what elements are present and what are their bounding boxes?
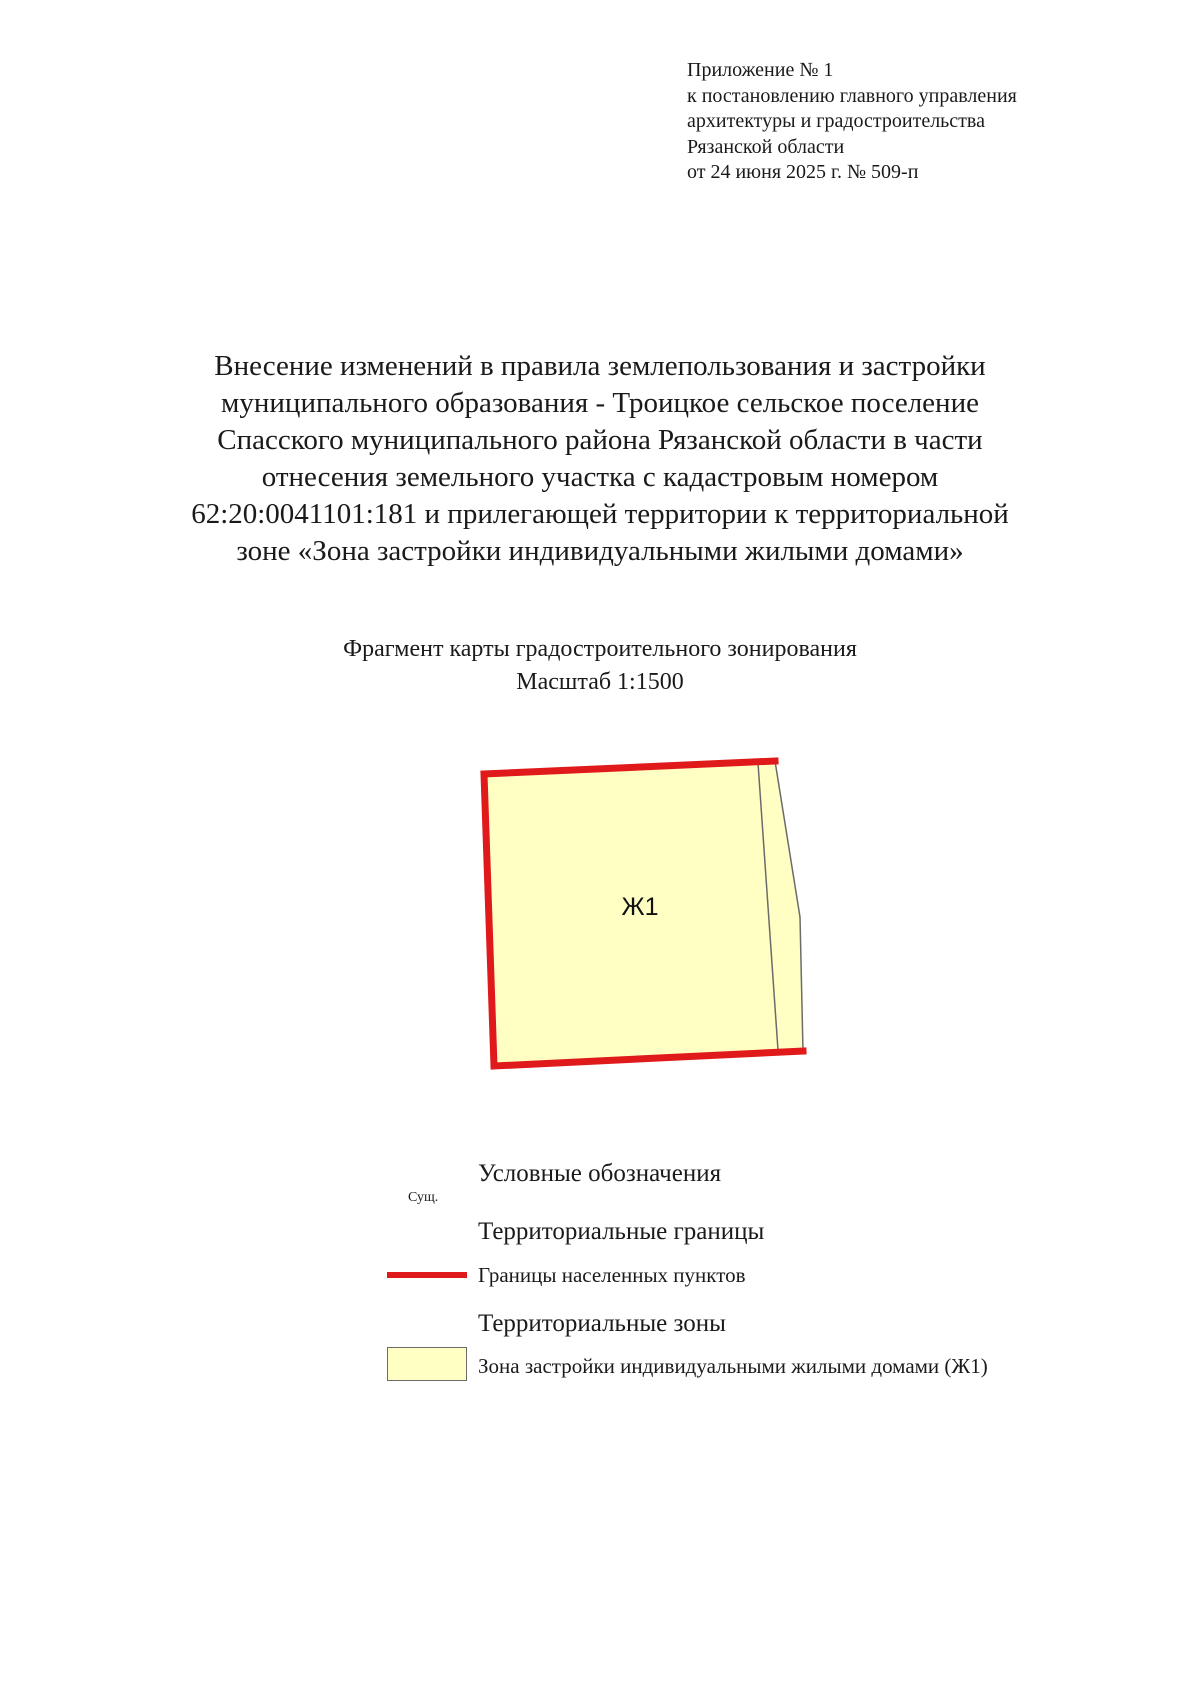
legend-red-line-swatch bbox=[387, 1272, 467, 1278]
title-line: 62:20:0041101:181 и прилегающей территории к территориальной bbox=[191, 498, 1009, 530]
appendix-line: архитектуры и градостроительства bbox=[687, 110, 985, 132]
title-line: зоне «Зона застройки индивидуальными жилыми домами» bbox=[236, 535, 964, 567]
legend-item-residential-zone: Зона застройки индивидуальными жилыми домами (Ж1) bbox=[478, 1354, 988, 1378]
title-line: отнесения земельного участка с кадастровым номером bbox=[261, 461, 939, 493]
title-line: муниципального образования - Троицкое сельское поселение bbox=[221, 387, 979, 419]
legend-item-settlement-boundaries: Границы населенных пунктов bbox=[478, 1263, 746, 1287]
legend-title: Условные обозначения bbox=[478, 1160, 722, 1187]
title-line: Спасского муниципального района Рязанской области в части bbox=[217, 424, 983, 456]
legend-section-zones: Территориальные зоны bbox=[478, 1310, 726, 1337]
map-caption-title: Фрагмент карты градостроительного зонирования bbox=[343, 636, 857, 662]
zone-label-zh1: Ж1 bbox=[621, 893, 659, 921]
appendix-line: к постановлению главного управления bbox=[687, 84, 1017, 107]
appendix-line: Приложение № 1 bbox=[687, 59, 834, 81]
legend-note: Сущ. bbox=[408, 1190, 439, 1205]
legend-yellow-fill-swatch bbox=[387, 1347, 467, 1381]
legend-section-boundaries: Территориальные границы bbox=[478, 1218, 765, 1245]
appendix-line: Рязанской области bbox=[687, 135, 845, 158]
title-line: Внесение изменений в правила землепользования и застройки bbox=[214, 350, 986, 382]
appendix-line: от 24 июня 2025 г. № 509-п bbox=[687, 161, 919, 183]
map-scale: Масштаб 1:1500 bbox=[516, 669, 684, 695]
